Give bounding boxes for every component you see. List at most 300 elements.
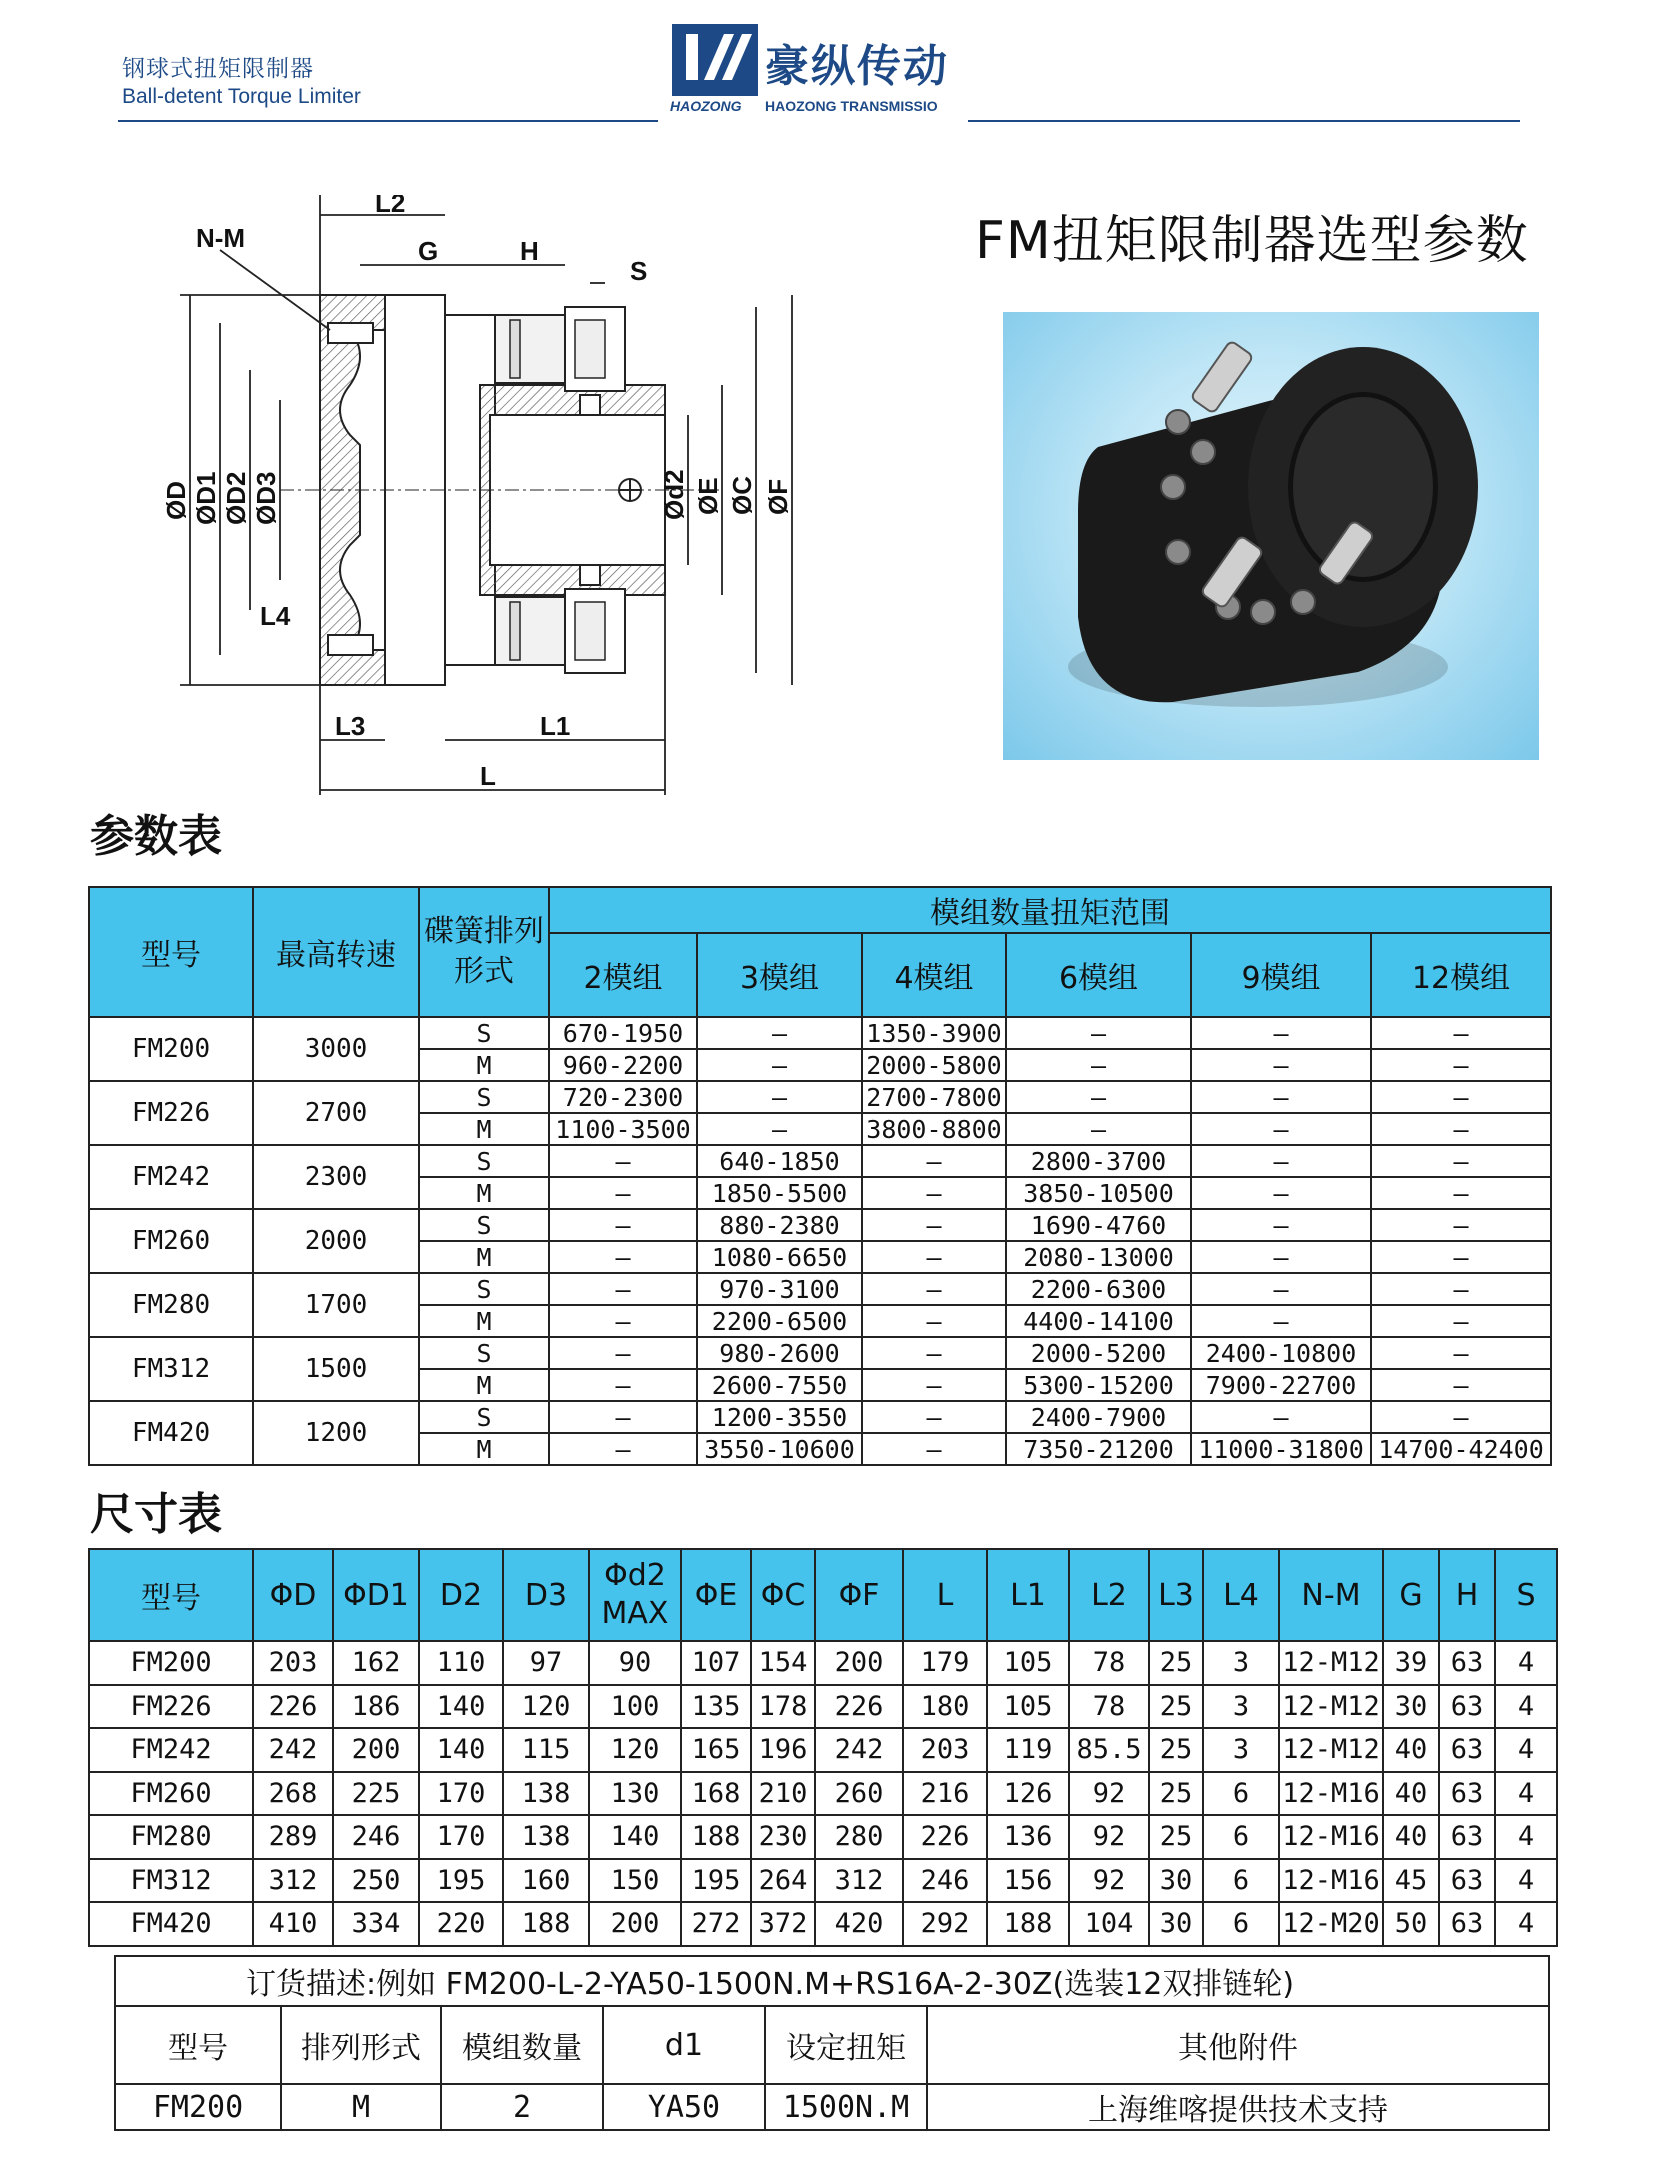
param-torque-cell: 2200-6500 <box>697 1305 862 1337</box>
param-torque-cell: — <box>549 1273 697 1305</box>
param-arrangement: S <box>419 1209 549 1241</box>
order-description: 订货描述:例如 FM200-L-2-YA50-1500N.M+RS16A-2-30Z(选装12双排链轮) <box>115 1956 1549 2006</box>
param-torque-cell: 640-1850 <box>697 1145 862 1177</box>
dim-label-od: ØD <box>161 481 191 520</box>
dims-cell: 30 <box>1149 1902 1203 1946</box>
param-torque-cell: — <box>862 1273 1006 1305</box>
order-th-4: 设定扭矩 <box>765 2006 927 2084</box>
th-torque-range: 模组数量扭矩范围 <box>549 887 1551 933</box>
param-torque-cell: 2800-3700 <box>1006 1145 1191 1177</box>
dims-th-8: ΦF <box>815 1549 903 1641</box>
dim-label-s: S <box>630 256 648 286</box>
dims-cell: 40 <box>1383 1815 1439 1859</box>
params-row <box>89 1209 1551 1241</box>
params-row <box>89 1017 1551 1049</box>
logo-mark-icon <box>672 24 758 96</box>
logo-text-cn: 豪纵传动 <box>765 41 949 92</box>
dims-cell: 165 <box>681 1728 751 1772</box>
param-torque-cell: — <box>697 1081 862 1113</box>
dims-cell: 226 <box>903 1815 987 1859</box>
param-arrangement: M <box>419 1369 549 1401</box>
param-torque-cell: — <box>1191 1273 1371 1305</box>
param-torque-cell: 14700-42400 <box>1371 1433 1551 1465</box>
order-value-0: FM200 <box>115 2084 281 2130</box>
param-torque-cell: — <box>1191 1049 1371 1081</box>
param-torque-cell: — <box>862 1401 1006 1433</box>
dims-cell: 6 <box>1203 1859 1279 1903</box>
logo-text-short: HAOZONG <box>670 98 742 114</box>
dims-cell: 30 <box>1149 1859 1203 1903</box>
param-torque-cell: — <box>1006 1017 1191 1049</box>
param-torque-cell: 3550-10600 <box>697 1433 862 1465</box>
param-arrangement: S <box>419 1081 549 1113</box>
param-torque-cell: — <box>1191 1017 1371 1049</box>
dims-row <box>89 1815 1557 1859</box>
dims-cell: 4 <box>1495 1902 1557 1946</box>
param-speed: 2300 <box>253 1145 419 1209</box>
dim-label-of: ØF <box>763 478 793 515</box>
dims-cell: 3 <box>1203 1685 1279 1729</box>
param-torque-cell: 2000-5800 <box>862 1049 1006 1081</box>
param-torque-cell: — <box>862 1305 1006 1337</box>
param-torque-cell: 980-2600 <box>697 1337 862 1369</box>
dims-cell: 242 <box>253 1728 333 1772</box>
dims-cell: 4 <box>1495 1859 1557 1903</box>
dims-cell: 63 <box>1439 1902 1495 1946</box>
header-rule-right <box>968 120 1520 122</box>
dims-th-17: S <box>1495 1549 1557 1641</box>
dims-cell: 268 <box>253 1772 333 1816</box>
param-speed: 1700 <box>253 1273 419 1337</box>
param-torque-cell: 880-2380 <box>697 1209 862 1241</box>
dims-cell: 264 <box>751 1859 815 1903</box>
params-row <box>89 1337 1551 1369</box>
param-model: FM260 <box>89 1209 253 1273</box>
param-torque-cell: — <box>1371 1177 1551 1209</box>
dims-cell: 334 <box>333 1902 419 1946</box>
param-torque-cell: — <box>549 1177 697 1209</box>
param-torque-cell: 2700-7800 <box>862 1081 1006 1113</box>
dims-cell: 3 <box>1203 1641 1279 1685</box>
dims-cell: 200 <box>589 1902 681 1946</box>
dims-cell: 39 <box>1383 1641 1439 1685</box>
params-row <box>89 1401 1551 1433</box>
param-torque-cell: 970-3100 <box>697 1273 862 1305</box>
dims-th-3: D2 <box>419 1549 503 1641</box>
param-torque-cell: — <box>862 1145 1006 1177</box>
dims-th-5: Φd2 MAX <box>589 1549 681 1641</box>
dims-cell: 63 <box>1439 1685 1495 1729</box>
dims-cell: 195 <box>419 1859 503 1903</box>
dim-label-nm: N-M <box>196 223 246 253</box>
order-value-5: 上海维喀提供技术支持 <box>927 2084 1549 2130</box>
dims-cell: 6 <box>1203 1772 1279 1816</box>
dims-cell: 372 <box>751 1902 815 1946</box>
dims-cell: 203 <box>903 1728 987 1772</box>
dims-model: FM226 <box>89 1685 253 1729</box>
dims-cell: 272 <box>681 1902 751 1946</box>
th-module-3: 6模组 <box>1006 933 1191 1017</box>
dims-cell: 138 <box>503 1772 589 1816</box>
torque-limiter-render <box>1003 312 1539 760</box>
param-torque-cell: 5300-15200 <box>1006 1369 1191 1401</box>
param-torque-cell: — <box>1371 1113 1551 1145</box>
param-torque-cell: — <box>1191 1177 1371 1209</box>
dims-cell: 63 <box>1439 1772 1495 1816</box>
dims-cell: 40 <box>1383 1728 1439 1772</box>
order-value-3: YA50 <box>603 2084 765 2130</box>
dim-label-l4: L4 <box>260 601 291 631</box>
dims-cell: 105 <box>987 1685 1069 1729</box>
param-torque-cell: — <box>1371 1337 1551 1369</box>
param-torque-cell: 1850-5500 <box>697 1177 862 1209</box>
dim-label-l2: L2 <box>375 195 406 218</box>
dims-cell: 6 <box>1203 1815 1279 1859</box>
dims-cell: 100 <box>589 1685 681 1729</box>
param-arrangement: M <box>419 1433 549 1465</box>
param-torque-cell: — <box>1191 1145 1371 1177</box>
order-value-2: 2 <box>441 2084 603 2130</box>
param-arrangement: S <box>419 1273 549 1305</box>
param-torque-cell: — <box>1006 1081 1191 1113</box>
order-table <box>114 1955 1550 2131</box>
param-torque-cell: — <box>697 1017 862 1049</box>
dims-cell: 105 <box>987 1641 1069 1685</box>
param-model: FM242 <box>89 1145 253 1209</box>
dims-cell: 90 <box>589 1641 681 1685</box>
dim-label-od3: ØD3 <box>251 471 281 525</box>
param-arrangement: M <box>419 1113 549 1145</box>
param-torque-cell: — <box>549 1145 697 1177</box>
dim-label-h: H <box>520 236 539 266</box>
params-row <box>89 1081 1551 1113</box>
dims-cell: 138 <box>503 1815 589 1859</box>
param-torque-cell: — <box>862 1337 1006 1369</box>
product-name <box>122 50 361 109</box>
dims-cell: 246 <box>903 1859 987 1903</box>
dims-cell: 203 <box>253 1641 333 1685</box>
dims-th-11: L2 <box>1069 1549 1149 1641</box>
param-torque-cell: — <box>1191 1241 1371 1273</box>
dims-cell: 150 <box>589 1859 681 1903</box>
th-module-1: 3模组 <box>697 933 862 1017</box>
dims-th-2: ΦD1 <box>333 1549 419 1641</box>
logo-text-full: HAOZONG TRANSMISSIO <box>765 98 938 114</box>
params-row <box>89 1145 1551 1177</box>
dims-model: FM200 <box>89 1641 253 1685</box>
param-torque-cell: — <box>1371 1401 1551 1433</box>
dims-cell: 97 <box>503 1641 589 1685</box>
dims-section-title: 尺寸表 <box>90 1489 222 1540</box>
dims-cell: 115 <box>503 1728 589 1772</box>
dims-cell: 195 <box>681 1859 751 1903</box>
dims-cell: 25 <box>1149 1772 1203 1816</box>
dims-th-4: D3 <box>503 1549 589 1641</box>
brand-logo <box>670 22 970 122</box>
dims-cell: 25 <box>1149 1728 1203 1772</box>
dims-cell: 216 <box>903 1772 987 1816</box>
param-torque-cell: — <box>1371 1209 1551 1241</box>
dims-cell: 4 <box>1495 1815 1557 1859</box>
param-torque-cell: 720-2300 <box>549 1081 697 1113</box>
dims-cell: 160 <box>503 1859 589 1903</box>
dims-th-10: L1 <box>987 1549 1069 1641</box>
th-arrangement: 碟簧排列形式 <box>419 887 549 1017</box>
dims-cell: 156 <box>987 1859 1069 1903</box>
dims-cell: 92 <box>1069 1859 1149 1903</box>
th-module-2: 4模组 <box>862 933 1006 1017</box>
dims-cell: 12-M16 <box>1279 1815 1383 1859</box>
order-th-3: d1 <box>603 2006 765 2084</box>
th-module-5: 12模组 <box>1371 933 1551 1017</box>
param-torque-cell: 960-2200 <box>549 1049 697 1081</box>
param-torque-cell: — <box>549 1369 697 1401</box>
dim-label-od2-small: Ød2 <box>659 469 689 520</box>
dims-cell: 25 <box>1149 1815 1203 1859</box>
dims-cell: 280 <box>815 1815 903 1859</box>
dims-cell: 4 <box>1495 1772 1557 1816</box>
dims-row <box>89 1859 1557 1903</box>
dims-cell: 25 <box>1149 1641 1203 1685</box>
th-model: 型号 <box>89 887 253 1017</box>
dims-cell: 4 <box>1495 1685 1557 1729</box>
param-torque-cell: — <box>862 1433 1006 1465</box>
param-torque-cell: 1100-3500 <box>549 1113 697 1145</box>
technical-drawing <box>160 195 880 815</box>
dims-cell: 3 <box>1203 1728 1279 1772</box>
dims-cell: 250 <box>333 1859 419 1903</box>
param-torque-cell: — <box>1371 1369 1551 1401</box>
dims-cell: 292 <box>903 1902 987 1946</box>
param-torque-cell: 2200-6300 <box>1006 1273 1191 1305</box>
param-torque-cell: 3850-10500 <box>1006 1177 1191 1209</box>
dims-cell: 188 <box>503 1902 589 1946</box>
dims-cell: 230 <box>751 1815 815 1859</box>
param-torque-cell: — <box>1371 1305 1551 1337</box>
dims-cell: 12-M16 <box>1279 1859 1383 1903</box>
dims-cell: 210 <box>751 1772 815 1816</box>
dims-cell: 226 <box>253 1685 333 1729</box>
dims-cell: 220 <box>419 1902 503 1946</box>
dims-cell: 312 <box>815 1859 903 1903</box>
dims-cell: 25 <box>1149 1685 1203 1729</box>
dims-cell: 154 <box>751 1641 815 1685</box>
param-torque-cell: — <box>1191 1113 1371 1145</box>
param-torque-cell: 2080-13000 <box>1006 1241 1191 1273</box>
param-torque-cell: 1200-3550 <box>697 1401 862 1433</box>
dim-label-g: G <box>418 236 439 266</box>
param-torque-cell: — <box>1371 1145 1551 1177</box>
dims-cell: 225 <box>333 1772 419 1816</box>
param-speed: 3000 <box>253 1017 419 1081</box>
dims-cell: 180 <box>903 1685 987 1729</box>
param-arrangement: S <box>419 1145 549 1177</box>
dim-label-l1: L1 <box>540 711 571 741</box>
order-th-2: 模组数量 <box>441 2006 603 2084</box>
dims-cell: 242 <box>815 1728 903 1772</box>
dims-cell: 63 <box>1439 1728 1495 1772</box>
dim-label-od2: ØD2 <box>221 471 251 525</box>
order-th-5: 其他附件 <box>927 2006 1549 2084</box>
param-torque-cell: 670-1950 <box>549 1017 697 1049</box>
param-torque-cell: — <box>1191 1305 1371 1337</box>
param-torque-cell: — <box>549 1209 697 1241</box>
dims-th-14: N-M <box>1279 1549 1383 1641</box>
dims-cell: 188 <box>681 1815 751 1859</box>
param-torque-cell: 1690-4760 <box>1006 1209 1191 1241</box>
dims-cell: 120 <box>589 1728 681 1772</box>
param-torque-cell: — <box>862 1177 1006 1209</box>
product-name-cn: 钢球式扭矩限制器 <box>122 56 314 82</box>
param-torque-cell: — <box>549 1241 697 1273</box>
dims-cell: 136 <box>987 1815 1069 1859</box>
param-speed: 1200 <box>253 1401 419 1465</box>
param-torque-cell: 4400-14100 <box>1006 1305 1191 1337</box>
param-arrangement: M <box>419 1241 549 1273</box>
param-speed: 1500 <box>253 1337 419 1401</box>
dim-label-l3: L3 <box>335 711 366 741</box>
dims-cell: 170 <box>419 1772 503 1816</box>
dims-cell: 30 <box>1383 1685 1439 1729</box>
param-arrangement: S <box>419 1401 549 1433</box>
param-model: FM280 <box>89 1273 253 1337</box>
dims-cell: 63 <box>1439 1815 1495 1859</box>
dims-cell: 140 <box>589 1815 681 1859</box>
param-model: FM312 <box>89 1337 253 1401</box>
param-torque-cell: 7900-22700 <box>1191 1369 1371 1401</box>
param-torque-cell: — <box>697 1113 862 1145</box>
dims-cell: 179 <box>903 1641 987 1685</box>
dims-model: FM242 <box>89 1728 253 1772</box>
dims-row <box>89 1641 1557 1685</box>
dims-cell: 12-M12 <box>1279 1641 1383 1685</box>
param-torque-cell: — <box>549 1337 697 1369</box>
dims-cell: 110 <box>419 1641 503 1685</box>
dims-row <box>89 1728 1557 1772</box>
dims-th-1: ΦD <box>253 1549 333 1641</box>
param-torque-cell: 1080-6650 <box>697 1241 862 1273</box>
dims-cell: 50 <box>1383 1902 1439 1946</box>
dim-label-oe: ØE <box>693 477 723 515</box>
dims-cell: 260 <box>815 1772 903 1816</box>
dims-cell: 104 <box>1069 1902 1149 1946</box>
param-torque-cell: 7350-21200 <box>1006 1433 1191 1465</box>
dims-cell: 63 <box>1439 1641 1495 1685</box>
product-name-en: Ball-detent Torque Limiter <box>122 85 361 108</box>
dims-cell: 78 <box>1069 1641 1149 1685</box>
params-table <box>88 886 1552 1466</box>
dims-cell: 12-M16 <box>1279 1772 1383 1816</box>
param-torque-cell: — <box>1191 1081 1371 1113</box>
dims-model: FM280 <box>89 1815 253 1859</box>
dims-cell: 40 <box>1383 1772 1439 1816</box>
param-torque-cell: — <box>1371 1241 1551 1273</box>
th-module-4: 9模组 <box>1191 933 1371 1017</box>
param-torque-cell: — <box>862 1369 1006 1401</box>
dims-cell: 78 <box>1069 1685 1149 1729</box>
param-torque-cell: 3800-8800 <box>862 1113 1006 1145</box>
dims-cell: 410 <box>253 1902 333 1946</box>
param-model: FM200 <box>89 1017 253 1081</box>
param-torque-cell: — <box>549 1433 697 1465</box>
dims-cell: 126 <box>987 1772 1069 1816</box>
dims-cell: 4 <box>1495 1641 1557 1685</box>
dims-cell: 135 <box>681 1685 751 1729</box>
order-value-4: 1500N.M <box>765 2084 927 2130</box>
param-arrangement: S <box>419 1337 549 1369</box>
dims-cell: 246 <box>333 1815 419 1859</box>
param-torque-cell: — <box>549 1401 697 1433</box>
dims-cell: 63 <box>1439 1859 1495 1903</box>
param-torque-cell: 2400-7900 <box>1006 1401 1191 1433</box>
param-torque-cell: — <box>1371 1049 1551 1081</box>
dims-cell: 312 <box>253 1859 333 1903</box>
param-torque-cell: 11000-31800 <box>1191 1433 1371 1465</box>
dims-cell: 12-M12 <box>1279 1728 1383 1772</box>
params-row <box>89 1273 1551 1305</box>
param-model: FM420 <box>89 1401 253 1465</box>
param-torque-cell: — <box>549 1305 697 1337</box>
order-th-1: 排列形式 <box>281 2006 441 2084</box>
param-arrangement: M <box>419 1177 549 1209</box>
dim-label-l: L <box>480 761 496 791</box>
dims-th-7: ΦC <box>751 1549 815 1641</box>
dims-cell: 200 <box>815 1641 903 1685</box>
dims-model: FM260 <box>89 1772 253 1816</box>
param-model: FM226 <box>89 1081 253 1145</box>
dim-label-od1: ØD1 <box>191 471 221 525</box>
dims-cell: 196 <box>751 1728 815 1772</box>
dims-th-0: 型号 <box>89 1549 253 1641</box>
dims-cell: 168 <box>681 1772 751 1816</box>
param-torque-cell: — <box>862 1209 1006 1241</box>
dims-cell: 140 <box>419 1685 503 1729</box>
dims-cell: 4 <box>1495 1728 1557 1772</box>
dims-cell: 226 <box>815 1685 903 1729</box>
params-section-title: 参数表 <box>90 811 222 862</box>
dims-cell: 289 <box>253 1815 333 1859</box>
dims-model: FM312 <box>89 1859 253 1903</box>
param-speed: 2000 <box>253 1209 419 1273</box>
param-torque-cell: — <box>1371 1017 1551 1049</box>
dims-cell: 92 <box>1069 1772 1149 1816</box>
param-torque-cell: — <box>1371 1081 1551 1113</box>
th-module-0: 2模组 <box>549 933 697 1017</box>
dims-cell: 188 <box>987 1902 1069 1946</box>
dims-th-15: G <box>1383 1549 1439 1641</box>
dims-th-13: L4 <box>1203 1549 1279 1641</box>
param-torque-cell: — <box>1191 1209 1371 1241</box>
order-value-1: M <box>281 2084 441 2130</box>
param-arrangement: M <box>419 1305 549 1337</box>
param-torque-cell: 2000-5200 <box>1006 1337 1191 1369</box>
dims-cell: 119 <box>987 1728 1069 1772</box>
dims-row <box>89 1685 1557 1729</box>
dims-cell: 45 <box>1383 1859 1439 1903</box>
param-torque-cell: — <box>1191 1401 1371 1433</box>
header-rule-left <box>118 120 658 122</box>
dims-row <box>89 1772 1557 1816</box>
param-torque-cell: — <box>1006 1049 1191 1081</box>
param-torque-cell: — <box>697 1049 862 1081</box>
dims-cell: 92 <box>1069 1815 1149 1859</box>
th-speed: 最高转速 <box>253 887 419 1017</box>
dims-cell: 162 <box>333 1641 419 1685</box>
main-title: FM扭矩限制器选型参数 <box>975 211 1529 271</box>
dim-label-oc: ØC <box>727 476 757 515</box>
param-arrangement: S <box>419 1017 549 1049</box>
dims-table <box>88 1548 1558 1947</box>
